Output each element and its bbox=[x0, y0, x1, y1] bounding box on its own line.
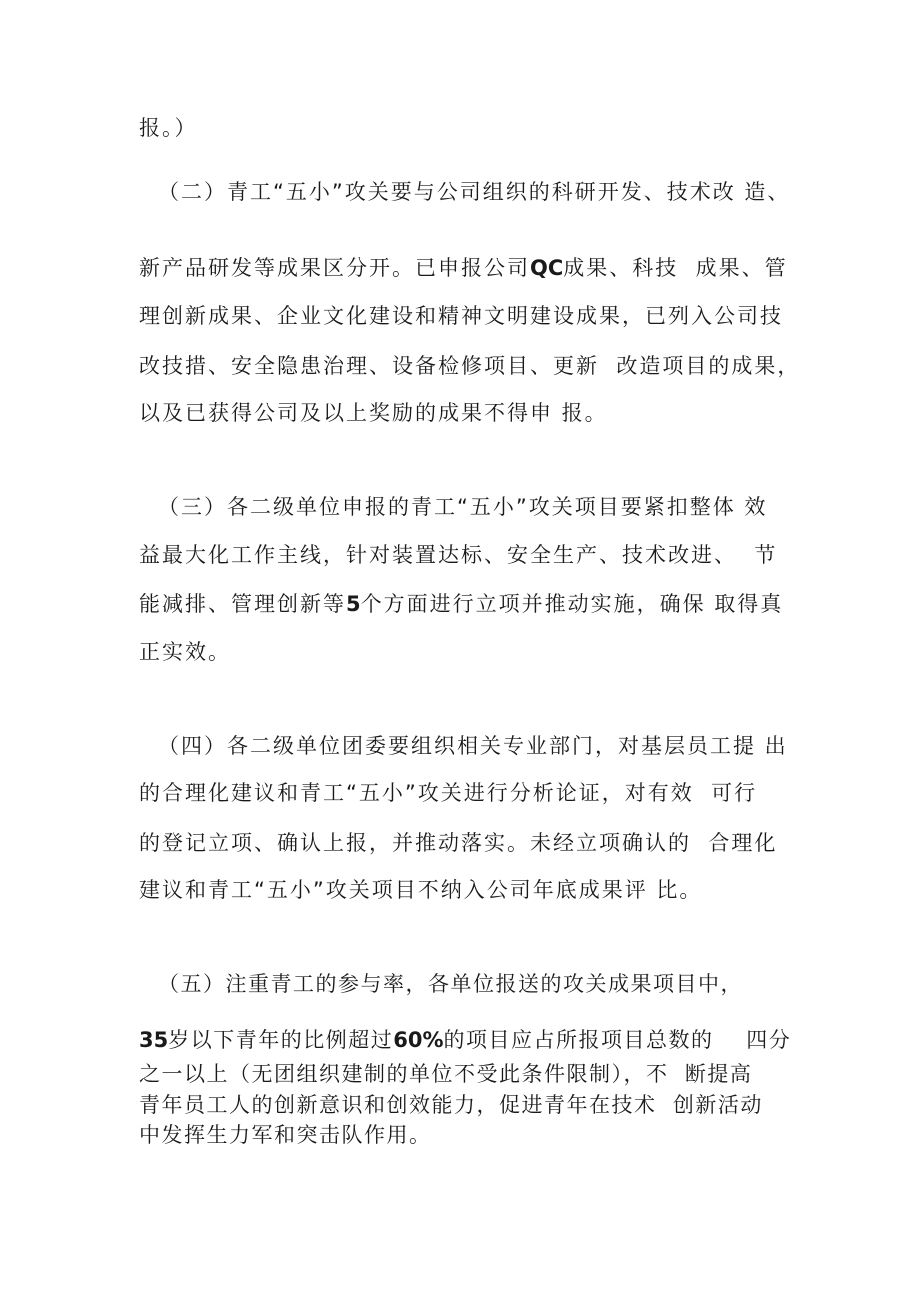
section-4-line: 建议和青工“五小”攻关项目不纳入公司年底成果评 比。 bbox=[139, 878, 703, 902]
section-2-line: （二）青工“五小”攻关要与公司组织的科研开发、技术改 造、 bbox=[158, 180, 791, 204]
section-4-line: （四）各二级单位团委要组织相关专业部门，对基层员工提 出 bbox=[158, 734, 788, 758]
section-3-line: 正实效。 bbox=[139, 640, 231, 664]
fragment-line: 报。） bbox=[139, 116, 198, 140]
section-5-line: 中发挥生力军和突击队作用。 bbox=[139, 1123, 432, 1147]
section-2-line: 新产品研发等成果区分开。已申报公司QC成果、科技 成果、管 bbox=[139, 256, 788, 280]
section-2-line: 改技措、安全隐患治理、设备检修项目、更新 改造项目的成果， bbox=[139, 354, 801, 378]
section-5-line: （五）注重青工的参与率，各单位报送的攻关成果项目中， bbox=[158, 972, 743, 996]
section-5-line: 青年员工人的创新意识和创效能力，促进青年在技术 创新活动 bbox=[139, 1093, 763, 1117]
section-5-line: 之一以上（无团组织建制的单位不受此条件限制），不 断提高 bbox=[139, 1062, 753, 1086]
section-3-line: 益最大化工作主线，针对装置达标、安全生产、技术改进、 节 bbox=[139, 543, 778, 567]
section-4-line: 的合理化建议和青工“五小”攻关进行分析论证，对有效 可行 bbox=[139, 781, 758, 805]
section-2-line: 理创新成果、企业文化建设和精神文明建设成果，已列入公司技 bbox=[139, 304, 783, 328]
section-3-line: 能减排、管理创新等5个方面进行立项并推动实施，确保 取得真 bbox=[139, 592, 784, 616]
section-2-line: 以及已获得公司及以上奖励的成果不得申 报。 bbox=[139, 401, 608, 425]
section-5-line: 35岁以下青年的比例超过60%的项目应占所报项目总数的 四分 bbox=[139, 1028, 792, 1052]
section-3-line: （三）各二级单位申报的青工“五小”攻关项目要紧扣整体 效 bbox=[158, 495, 768, 519]
section-4-line: 的登记立项、确认上报，并推动落实。未经立项确认的 合理化 bbox=[139, 831, 778, 855]
